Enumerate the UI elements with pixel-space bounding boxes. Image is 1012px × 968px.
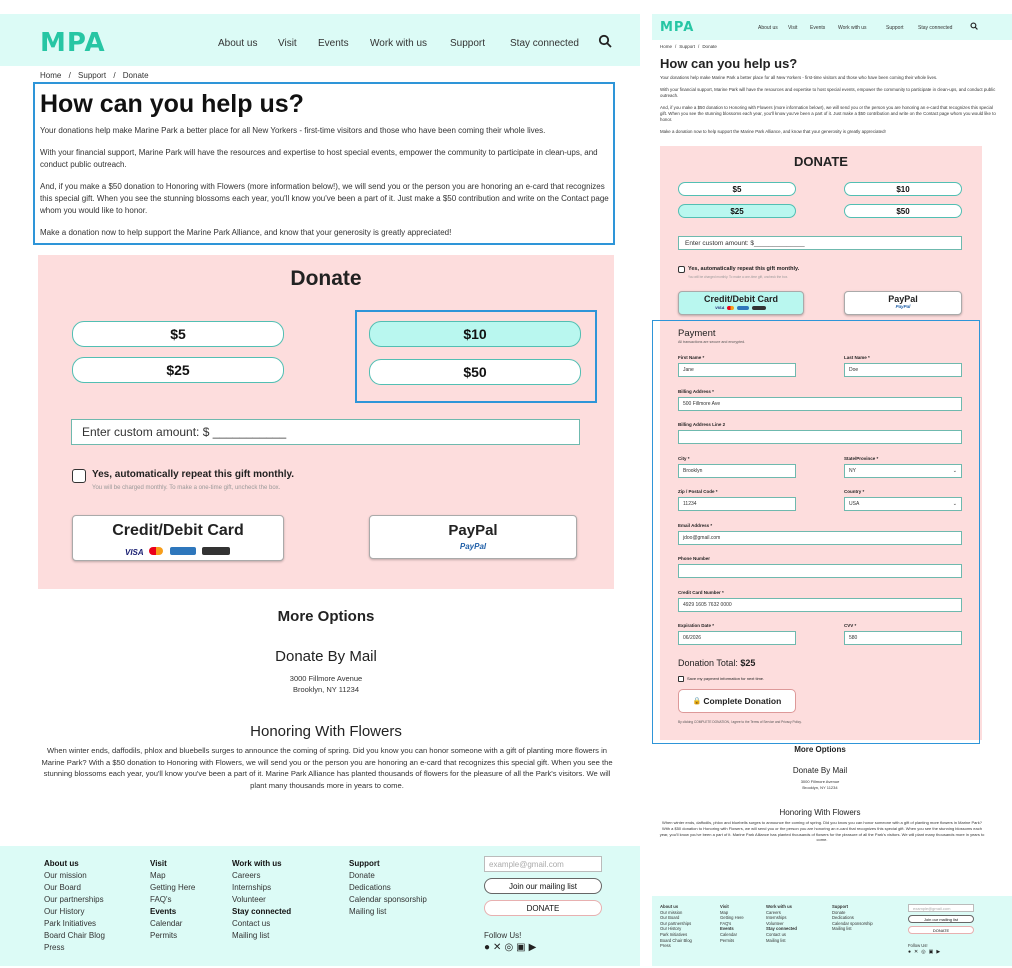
save-payment-label: Save my payment information for next time. [687, 676, 765, 681]
complete-donation-button[interactable]: 🔒 Complete Donation [678, 689, 796, 713]
nav-visit-small[interactable]: Visit [788, 25, 798, 31]
logo-small[interactable]: MPA [660, 20, 695, 35]
discover-icon [202, 547, 230, 555]
payment-title: Payment [678, 328, 716, 339]
youtube-icon[interactable]: ▶ [936, 949, 941, 955]
lock-icon: 🔒 [692, 698, 702, 705]
donate-panel-small: DONATE $5 $10 $25 $50 Enter custom amount: $______________ Yes, automatically repeat this gift monthly. You will be charged monthly. To make a one-time gift, uncheck the box. Credit/Debit Card VISA PayPal PayPal Payment All transactions are secure and encrypted. First Name * Jane Last Name * Doe Billing Address * 500 Fillmore Ave Billing Address Line 2 City * Brooklyn State/Province * NY ⌄ Zip / Postal Code * 11234 Country * USA ⌄ Email Address * jdoo@gmail.com Phone Number Credit Card Number * 4929 1605 7632 0000 Expiration Date * 06/2026 CVV * 580 Donation Total: $25 Save my payment information for next time. 🔒 Complete Donation By clicking COMPLETE DONATION, I agree to the Terms of Service and Privacy Policy. [660, 146, 982, 740]
repeat-checkbox[interactable] [72, 469, 86, 483]
header-small [652, 14, 1012, 40]
credit-card-button-small[interactable]: Credit/Debit Card VISA [678, 291, 804, 315]
amount-10-button-small[interactable]: $10 [844, 182, 962, 196]
footer-visit-small: Visit Map Getting Here FAQ's Events Calendar Permits [720, 904, 744, 943]
nav-about[interactable]: About us [218, 38, 258, 49]
mail-title: Donate By Mail [275, 648, 377, 665]
more-options-title-small: More Options [794, 745, 846, 754]
repeat-label: Yes, automatically repeat this gift monthly. [92, 469, 295, 480]
city-field[interactable]: Brooklyn [678, 464, 796, 478]
cvv-field[interactable]: 580 [844, 631, 962, 645]
flowers-title-small: Honoring With Flowers [779, 808, 861, 817]
mastercard-icon [727, 306, 734, 310]
amount-highlight [355, 310, 597, 403]
footer-email-input-small[interactable]: example@gmail.com [908, 904, 974, 912]
flowers-text: When winter ends, daffodils, phlox and bluebells surges to announce the coming of spring. Did you know you can honor someone with a gift of planting more flowers in Marine Park? With a $50 donation to Honoring with Flowers, we will send you or the person you are honoring an e-card that recognizes this special gift. When you see the stunning blossoms each year, you'll know you've been a part of it. Marine Park Alliance has planted thousands of flowers for the pleasure of all the Park's visitors. We will plant many thousands more in years to come. [41, 746, 613, 790]
custom-amount-input-small[interactable]: Enter custom amount: $______________ [678, 236, 962, 250]
footer-about-small: About us Our mission Our Board Our partnerships Our History Park Initiatives Board Chair Blog Press [660, 904, 692, 949]
amount-50-button[interactable]: $50 [369, 359, 581, 385]
follow-label-small: Follow Us! [908, 943, 928, 948]
breadcrumb: Home / Support / Donate [40, 71, 149, 80]
x-icon[interactable]: ✕ [493, 942, 502, 953]
email-field[interactable]: jdoo@gmail.com [678, 531, 962, 545]
first-name-field[interactable]: Jane [678, 363, 796, 377]
amount-10-button[interactable]: $10 [369, 321, 581, 347]
amount-25-button-small[interactable]: $25 [678, 204, 796, 218]
amount-5-button[interactable]: $5 [72, 321, 284, 347]
join-mailing-list-button-small[interactable]: Join our mailing list [908, 915, 974, 923]
nav-support[interactable]: Support [450, 38, 486, 49]
page-title-small: How can you help us? [660, 56, 798, 71]
visa-icon: VISA [715, 305, 725, 310]
mail-address: 3000 Fillmore Avenue Brooklyn, NY 11234 [289, 674, 363, 694]
footer-donate-button[interactable]: DONATE [484, 900, 602, 916]
more-options-title: More Options [277, 608, 375, 625]
amex-icon [170, 547, 196, 555]
terms-text: By clicking COMPLETE DONATION, I agree to the Terms of Service and Privacy Policy. [678, 720, 802, 724]
search-icon[interactable] [970, 22, 978, 32]
flowers-text-small: When winter ends, daffodils, phlox and bluebells surges to announce the coming of spring. Did you know you can honor someone with a gift of planting more flowers in Marine Park? With a $50 donation to Honoring with Flowers, we will send you or the person you are honoring an e-card that recognizes this special gift. When you see the stunning blossoms each year, you'll know you've been a part of it. Marine Park Alliance has planted thousands of flowers for the pleasure of all the Park's visitors. We will plant many thousands more in years to come. [659, 820, 985, 843]
credit-card-number-field[interactable]: 4929 1605 7632 0000 [678, 598, 962, 612]
flowers-title: Honoring With Flowers [250, 723, 402, 740]
nav-stay-connected[interactable]: Stay connected [510, 38, 579, 49]
nav-stay-small[interactable]: Stay connected [918, 25, 953, 31]
footer-visit: Visit Map Getting Here FAQ's Events Calendar Permits [150, 859, 196, 940]
expiration-field[interactable]: 06/2026 [678, 631, 796, 645]
intro-text-small: Your donations help make Marine Park a better place for all New Yorkers - first-time visitors and those who have been coming their whole lives. With your financial support, Marine Park will have the resources and expertise to host special events, empower the community to participate in clean-ups, and conduct public outreach. And, if you make a $50 donation to Honoring with Flowers (more information below!), we will send you or the person you are honoring an e-card that recognizes this special gift. When you see the stunning blossoms each year, you'll know you've been a part of it. Just make a $50 contribution and write on the Contact page whom you would like to honor. Make a donation now to help support the Marine Park Alliance, and know that your generosity is greatly appreciated! [660, 75, 996, 134]
footer [0, 846, 640, 966]
nav-work[interactable]: Work with us [370, 38, 428, 49]
visa-icon: VISA [124, 548, 144, 557]
footer-support: Support Donate Dedications Calendar sponsorship Mailing list [349, 859, 427, 916]
paypal-button-small[interactable]: PayPal PayPal [844, 291, 962, 315]
footer-support-small: Support Donate Dedications Calendar sponsorship Mailing list [832, 904, 873, 932]
paypal-button[interactable]: PayPal PayPal [369, 515, 577, 559]
join-mailing-list-button[interactable]: Join our mailing list [484, 878, 602, 894]
nav-support-small[interactable]: Support [886, 25, 904, 31]
intro-text: Your donations help make Marine Park a better place for all New Yorkers - first-time visitors and those who have been coming their whole lives. With your financial support, Marine Park will have the resources and expertise to host special events, empower the community to participate in clean-ups, and conduct public outreach. And, if you make a $50 donation to Honoring with Flowers (more information below!), we will send you or the person you are honoring an e-card that recognizes this special gift. When you see the stunning blossoms each year, you'll know you've been a part of it. Just make a $50 contribution and write on the Contact page whom you would like to honor. Make a donation now to help support the Marine Park Alliance, and know that your generosity is greatly appreciated! [40, 126, 609, 237]
mobile-donate-page [652, 0, 1012, 968]
breadcrumb-current: Donate [122, 71, 149, 80]
github-icon[interactable]: ● [908, 949, 912, 955]
breadcrumb-home[interactable]: Home [40, 71, 62, 80]
repeat-label-small: Yes, automatically repeat this gift monthly. [688, 266, 800, 272]
mail-title-small: Donate By Mail [792, 766, 848, 775]
x-icon[interactable]: ✕ [914, 949, 919, 955]
chevron-down-icon: ⌄ [952, 468, 957, 474]
nav-work-small[interactable]: Work with us [838, 25, 867, 31]
breadcrumb-small: Home / Support / Donate [660, 44, 717, 49]
donate-panel [38, 255, 614, 589]
instagram-icon[interactable]: ◎ [504, 942, 514, 953]
zip-field[interactable]: 11234 [678, 497, 796, 511]
nav-events-small[interactable]: Events [810, 25, 826, 31]
donation-total: Donation Total: $25 [678, 658, 756, 668]
logo[interactable]: MPA [40, 28, 106, 58]
footer-email-input[interactable]: example@gmail.com [484, 856, 602, 872]
amount-25-button[interactable]: $25 [72, 357, 284, 383]
paypal-logo: PayPal [459, 542, 487, 551]
custom-amount-input[interactable]: Enter custom amount: $ ___________ [71, 419, 580, 445]
search-icon[interactable] [598, 34, 612, 51]
follow-label: Follow Us! [484, 931, 522, 940]
footer-donate-button-small[interactable]: DONATE [908, 926, 974, 934]
repeat-note-small: You will be charged monthly. To make a one-time gift, uncheck the box. [688, 275, 789, 279]
card-logos-small [679, 305, 803, 310]
breadcrumb-support[interactable]: Support [78, 71, 107, 80]
chevron-down-icon: ⌄ [952, 501, 957, 507]
country-select[interactable]: USA ⌄ [844, 497, 962, 511]
linkedin-icon[interactable]: ▣ [516, 942, 526, 953]
nav-about-small[interactable]: About us [758, 25, 778, 31]
payment-highlight [652, 320, 980, 744]
nav-events[interactable]: Events [318, 38, 349, 49]
card-logos [73, 542, 283, 560]
discover-icon [752, 306, 766, 310]
social-icons [484, 942, 539, 953]
footer-work-small: Work with us Careers Internships Volunteer Stay connected Contact us Mailing list [766, 904, 797, 943]
footer-work: Work with us Careers Internships Volunteer Stay connected Contact us Mailing list [232, 859, 292, 940]
donate-title: Donate [290, 267, 362, 290]
mail-address-small: 3000 Fillmore Avenue Brooklyn, NY 11234 [800, 779, 840, 790]
donate-title-small: DONATE [794, 154, 848, 169]
amount-5-button-small[interactable]: $5 [678, 182, 796, 196]
billing-address-field[interactable]: 500 Fillmore Ave [678, 397, 962, 411]
github-icon[interactable]: ● [484, 942, 491, 953]
page-title: How can you help us? [40, 90, 304, 118]
linkedin-icon[interactable]: ▣ [928, 949, 934, 955]
footer-small [652, 896, 1012, 966]
amex-icon [737, 306, 749, 310]
paypal-logo-small: PayPal [895, 304, 911, 309]
instagram-icon[interactable]: ◎ [921, 949, 926, 955]
last-name-field[interactable]: Doe [844, 363, 962, 377]
credit-card-button[interactable]: Credit/Debit Card VISA [72, 515, 284, 561]
header [0, 14, 640, 66]
amount-50-button-small[interactable]: $50 [844, 204, 962, 218]
social-icons-small [908, 949, 943, 955]
mastercard-icon [149, 547, 163, 555]
footer-about: About us Our mission Our Board Our partnerships Our History Park Initiatives Board Chair Blog Press [44, 859, 105, 952]
repeat-note: You will be charged monthly. To make a one-time gift, uncheck the box. [92, 485, 281, 491]
youtube-icon[interactable]: ▶ [528, 942, 537, 953]
payment-subtitle: All transactions are secure and encrypted. [678, 340, 746, 344]
nav-visit[interactable]: Visit [278, 38, 297, 49]
state-select[interactable]: NY ⌄ [844, 464, 962, 478]
repeat-checkbox-small[interactable] [678, 266, 685, 273]
